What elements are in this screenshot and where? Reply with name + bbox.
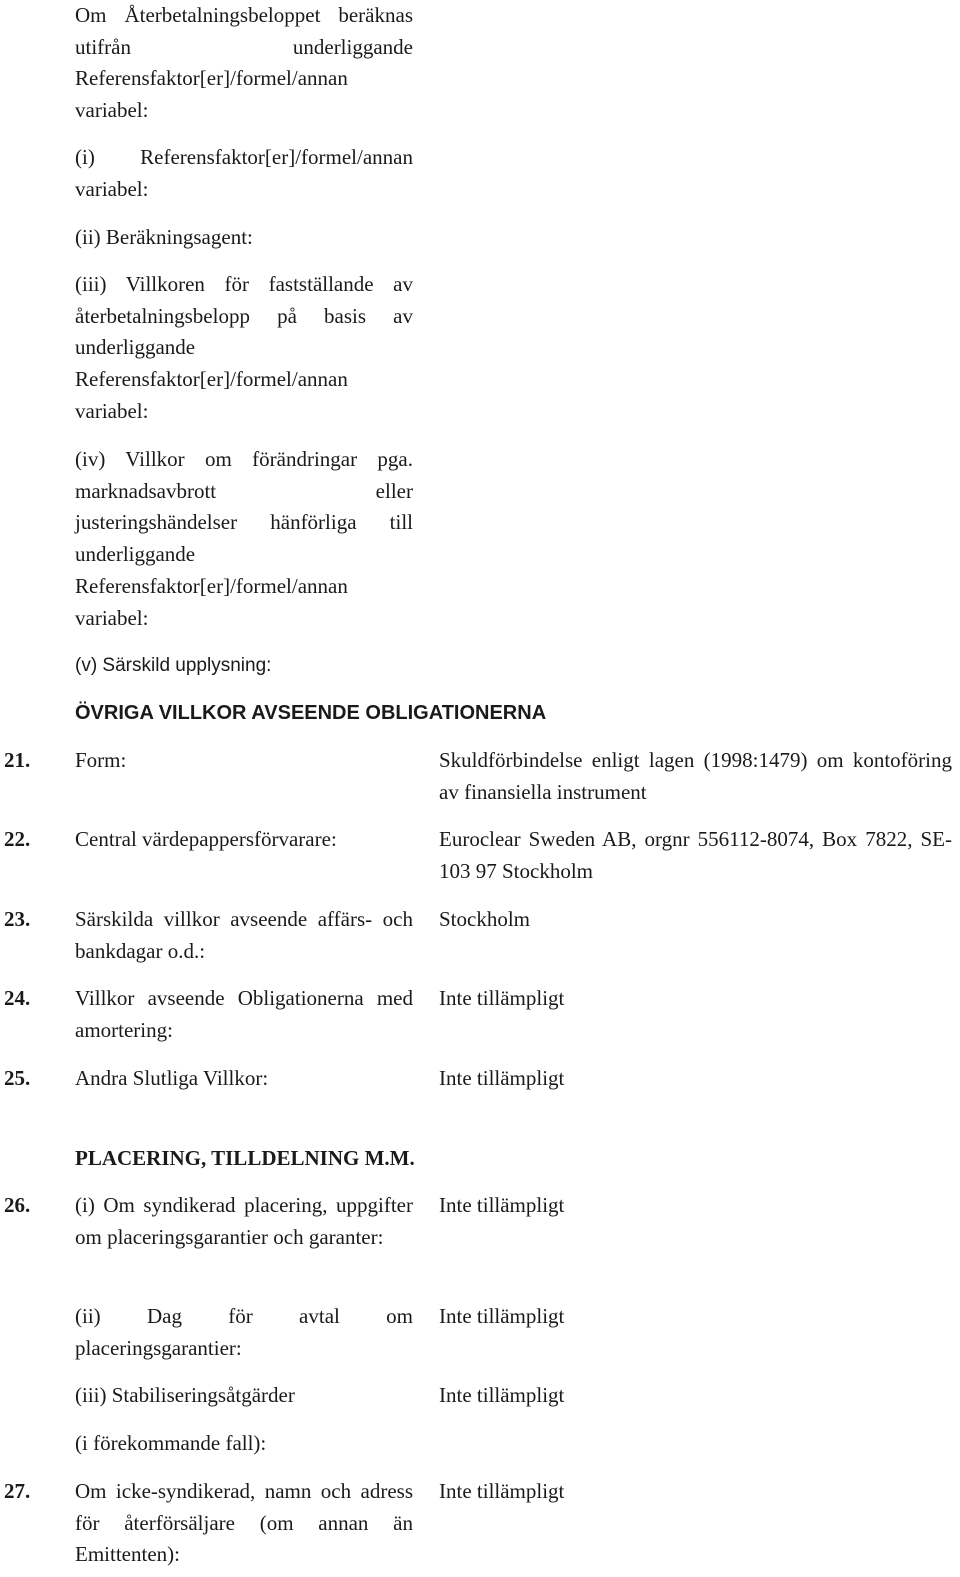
term-number: 27. (4, 1479, 31, 1503)
term-value: Euroclear Sweden AB, orgnr 556112-8074, Box 7822, SE-103 97 Stockholm (439, 827, 952, 883)
term-sublabel-iii-note: (i förekommande fall): (75, 1431, 267, 1455)
term-value: Inte tillämpligt (439, 986, 565, 1010)
term-number: 23. (4, 907, 31, 931)
intro-item-v: (v) Särskild upplysning: (75, 655, 272, 676)
term-label: Andra Slutliga Villkor: (75, 1066, 269, 1090)
term-value: Inte tillämpligt (439, 1066, 565, 1090)
term-number: 21. (4, 748, 31, 772)
term-value: Inte tillämpligt (439, 1383, 565, 1407)
intro-heading-text: Om Återbetalningsbeloppet beräknas utifrån underliggande Referensfaktor[er]/formel/annan variabel: (75, 3, 413, 123)
term-label: Central värdepappersförvarare: (75, 827, 337, 851)
term-number: 25. (4, 1066, 31, 1090)
term-sublabel-iii: (iii) Stabiliseringsåtgärder (75, 1383, 295, 1407)
term-label: Om icke-syndikerad, namn och adress för återförsäljare (om annan än Emittenten): (75, 1479, 413, 1567)
section-heading-other-terms: ÖVRIGA VILLKOR AVSEENDE OBLIGATIONERNA (75, 702, 547, 724)
term-value: Inte tillämpligt (439, 1193, 565, 1217)
intro-item-i: (i) Referensfaktor[er]/formel/annan variabel: (75, 145, 413, 201)
section-heading-placement: PLACERING, TILLDELNING M.M. (75, 1146, 415, 1170)
term-number: 24. (4, 986, 31, 1010)
intro-item-iii: (iii) Villkoren för fastställande av återbetalningsbelopp på basis av underliggande Referensfaktor[er]/formel/annan variabel: (75, 272, 413, 423)
term-label: Villkor avseende Obligationerna med amortering: (75, 986, 413, 1042)
term-number: 26. (4, 1193, 31, 1217)
term-sublabel-i: (i) Om syndikerad placering, uppgifter om placeringsgarantier och garanter: (75, 1193, 413, 1249)
term-value: Stockholm (439, 907, 531, 931)
term-value: Skuldförbindelse enligt lagen (1998:1479) om kontoföring av finansiella instrument (439, 748, 952, 804)
term-sublabel-ii: (ii) Dag för avtal om placeringsgarantier: (75, 1304, 413, 1360)
term-number: 22. (4, 827, 31, 851)
intro-item-iv: (iv) Villkor om förändringar pga. marknadsavbrott eller justeringshändelser hänförliga till underliggande Referensfaktor[er]/formel/annan variabel: (75, 447, 413, 630)
term-label: Särskilda villkor avseende affärs- och bankdagar o.d.: (75, 907, 413, 963)
term-label: Form: (75, 748, 127, 772)
intro-item-ii: (ii) Beräkningsagent: (75, 225, 253, 249)
term-value: Inte tillämpligt (439, 1304, 565, 1328)
term-value: Inte tillämpligt (439, 1479, 565, 1503)
